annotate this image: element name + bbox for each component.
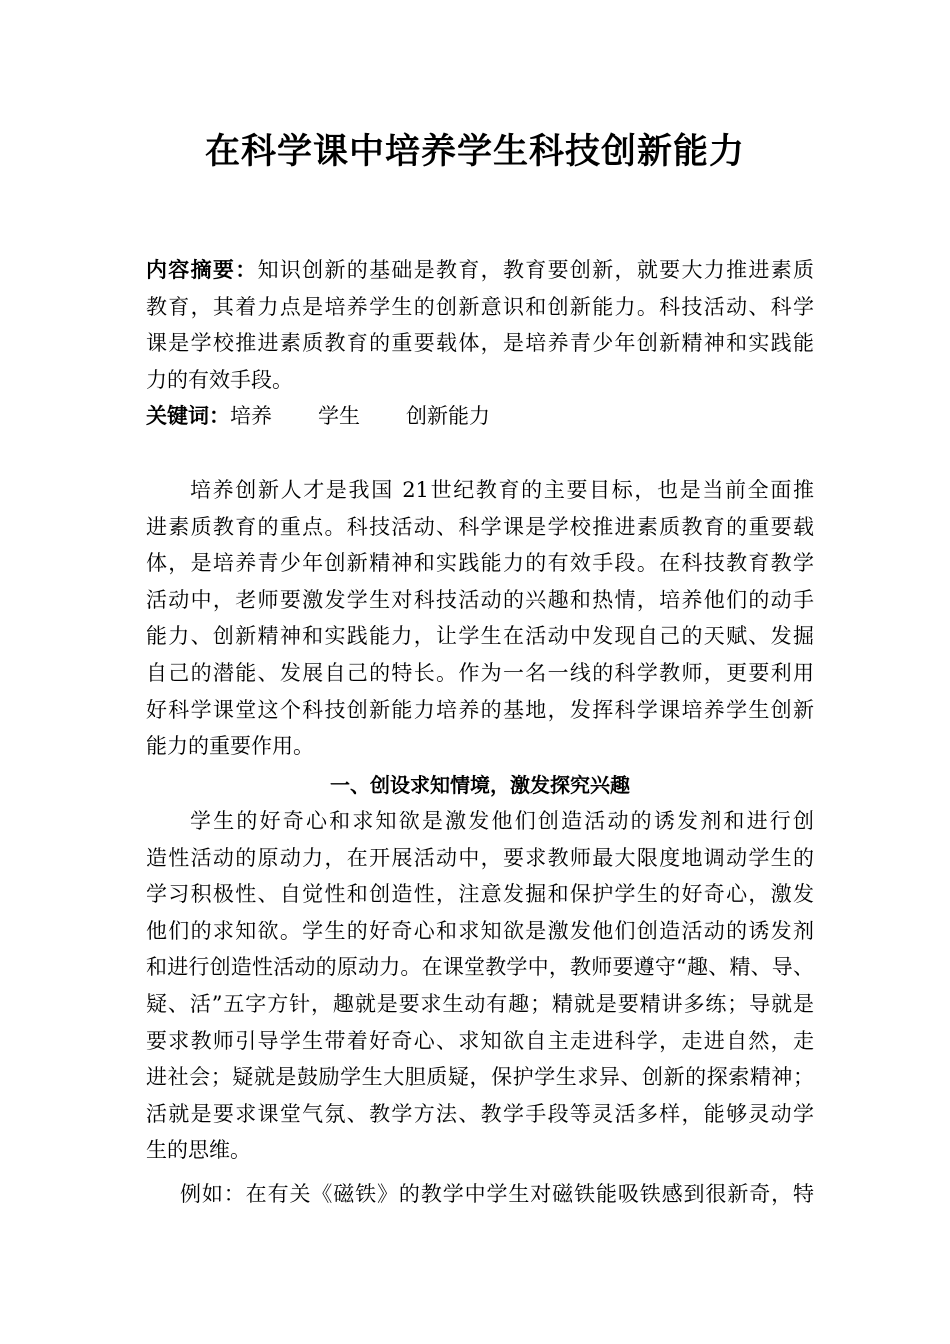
keyword: 培养 (230, 404, 272, 428)
paragraph-line: 生的思维。 (146, 1138, 251, 1163)
paragraph-line: 进社会；疑就是鼓励学生大胆质疑，保护学生求异、创新的探索精神； (146, 1065, 814, 1090)
intro-paragraph (146, 472, 814, 765)
paragraph-line: 学习积极性、自觉性和创造性，注意发掘和保护学生的好奇心，激发 (146, 882, 814, 907)
paragraph-line: 活就是要求课堂气氛、教学方法、教学手段等灵活多样，能够灵动学 (146, 1101, 814, 1126)
paragraph-line: 例如：在有关《磁铁》的教学中学生对磁铁能吸铁感到很新奇，特 (180, 1182, 814, 1206)
paragraph-line: 和进行创造性活动的原动力。在课堂教学中，教师要遵守“趣、精、导、 (146, 955, 814, 980)
example-paragraph (146, 1176, 814, 1213)
abstract-line: 内容摘要：知识创新的基础是教育，教育要创新，就要大力推进素质 (146, 258, 815, 282)
paragraph-line: 学生的好奇心和求知欲是激发他们创造活动的诱发剂和进行创 (190, 809, 814, 833)
document-title: 在科学课中培养学生科技创新能力 (204, 132, 745, 172)
paragraph-line: 体，是培养青少年创新精神和实践能力的有效手段。在科技教育教学 (146, 551, 814, 576)
abstract-label: 内容摘要： (146, 258, 258, 282)
paragraph-line: 他们的求知欲。学生的好奇心和求知欲是激发他们创造活动的诱发剂 (146, 918, 814, 943)
abstract (146, 252, 814, 398)
paragraph-line: 进素质教育的重点。科技活动、科学课是学校推进素质教育的重要载 (146, 514, 814, 539)
paragraph-line: 疑、活”五字方针，趣就是要求生动有趣；精就是要精讲多练；导就是 (146, 991, 814, 1016)
paragraph-line: 自己的潜能、发展自己的特长。作为一名一线的科学教师，更要利用 (146, 660, 814, 685)
paragraph-line: 能力的重要作用。 (146, 734, 314, 759)
keyword: 创新能力 (406, 404, 490, 428)
paragraph-line: 培养创新人才是我国 21世纪教育的主要目标，也是当前全面推 (190, 478, 814, 502)
paragraph-line: 能力、创新精神和实践能力，让学生在活动中发现自己的天赋、发掘 (146, 624, 814, 649)
keyword: 学生 (318, 404, 360, 428)
paragraph-line: 好科学课堂这个科技创新能力培养的基地，发挥科学课培养学生创新 (146, 697, 814, 722)
paragraph-line: 活动中，老师要激发学生对科技活动的兴趣和热情，培养他们的动手 (146, 587, 814, 612)
section-heading: 一、创设求知情境，激发探究兴趣 (330, 773, 630, 797)
abstract-line: 力的有效手段。 (146, 367, 293, 392)
abstract-line: 教育，其着力点是培养学生的创新意识和创新能力。科技活动、科学 (146, 294, 814, 319)
keywords (146, 398, 814, 435)
abstract-line: 课是学校推进素质教育的重要载体，是培养青少年创新精神和实践能 (146, 331, 814, 356)
paragraph-line: 要求教师引导学生带着好奇心、求知欲自主走进科学，走进自然，走 (146, 1028, 814, 1053)
paragraph-line: 造性活动的原动力，在开展活动中，要求教师最大限度地调动学生的 (146, 845, 814, 870)
section1-paragraph (146, 803, 814, 1169)
keywords-label: 关键词： (146, 404, 230, 428)
